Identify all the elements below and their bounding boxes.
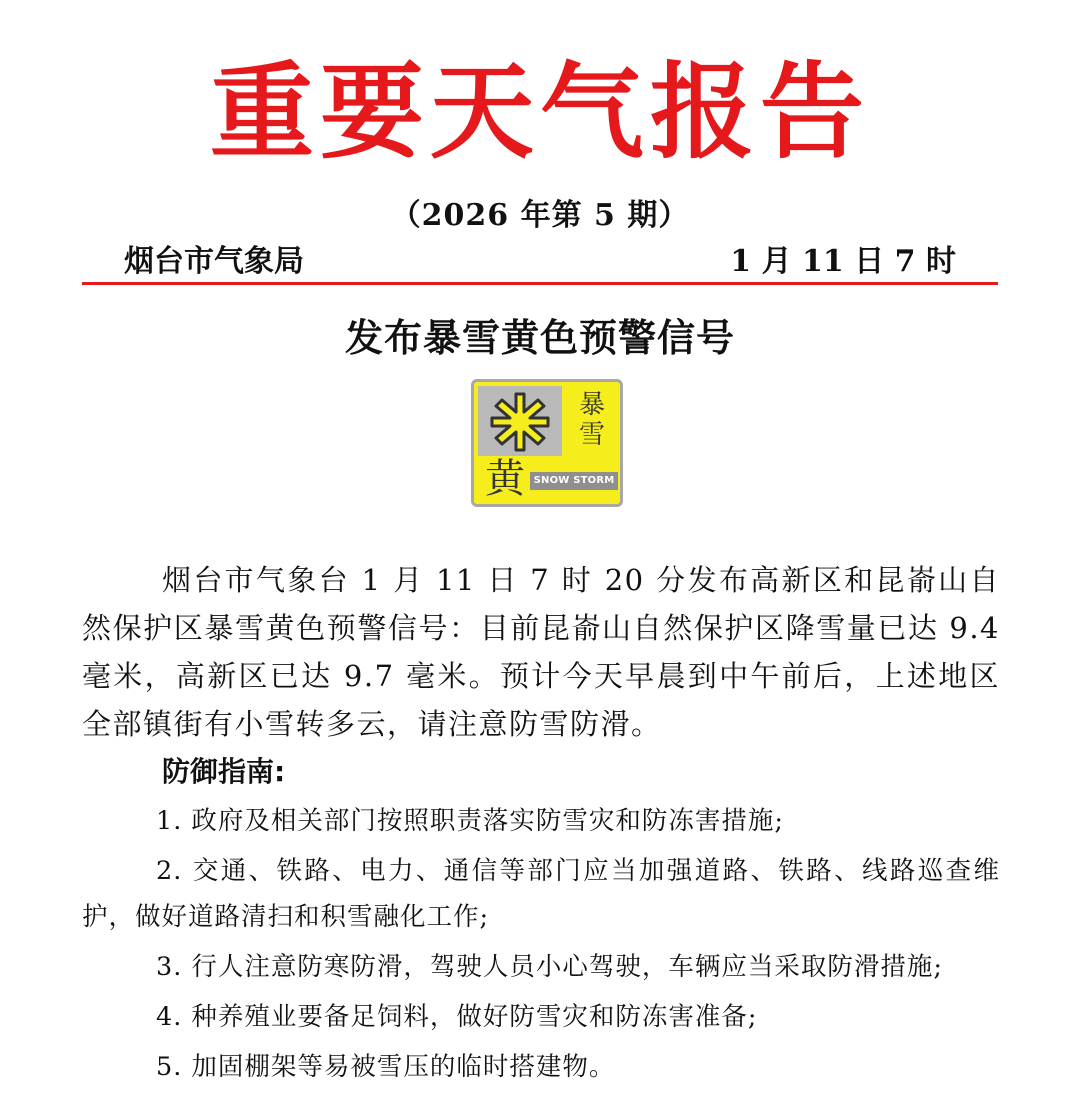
defense-guide-list	[82, 798, 1000, 1094]
list-item: 2. 交通、铁路、电力、通信等部门应当加强道路、铁路、线路巡查维护，做好道路清扫和积雪融化工作;	[82, 856, 1000, 932]
list-item: 5. 加固棚架等易被雪压的临时搭建物。	[156, 1052, 616, 1082]
list-item: 4. 种养殖业要备足饲料，做好防雪灾和防冻害准备;	[156, 1002, 758, 1032]
defense-guide-title: 防御指南:	[162, 755, 286, 788]
list-item: 1. 政府及相关部门按照职责落实防雪灾和防冻害措施;	[156, 806, 785, 836]
issue-datetime: 1 月 11 日 7 时	[730, 244, 956, 279]
issuing-agency: 烟台市气象局	[124, 244, 304, 279]
warning-body-paragraph: 烟台市气象台 1 月 11 日 7 时 20 分发布高新区和昆嵛山自然保护区暴雪黄色预警信号：目前昆嵛山自然保护区降雪量已达 9.4 毫米，高新区已达 9.7 毫米。预计今天早晨到中午前后，上述地区全部镇街有小雪转多云，请注意防雪防滑。	[82, 563, 1000, 741]
snowstorm-yellow-warning-icon	[471, 379, 623, 507]
warning-level-label: 黄	[485, 456, 525, 502]
warning-type-label	[566, 386, 618, 456]
warning-english-label: SNOW STORM	[530, 472, 618, 490]
warning-type-char-2: 雪	[578, 420, 605, 450]
list-item: 3. 行人注意防寒防滑，驾驶人员小心驾驶，车辆应当采取防滑措施;	[156, 952, 944, 982]
snowflake-icon	[478, 386, 562, 456]
report-masthead-title: 重要天气报告	[209, 50, 870, 173]
header-divider	[82, 282, 998, 285]
warning-headline: 发布暴雪黄色预警信号	[344, 316, 735, 360]
issue-number: （2026 年第 5 期）	[390, 198, 690, 233]
warning-type-char-1: 暴	[578, 390, 605, 420]
